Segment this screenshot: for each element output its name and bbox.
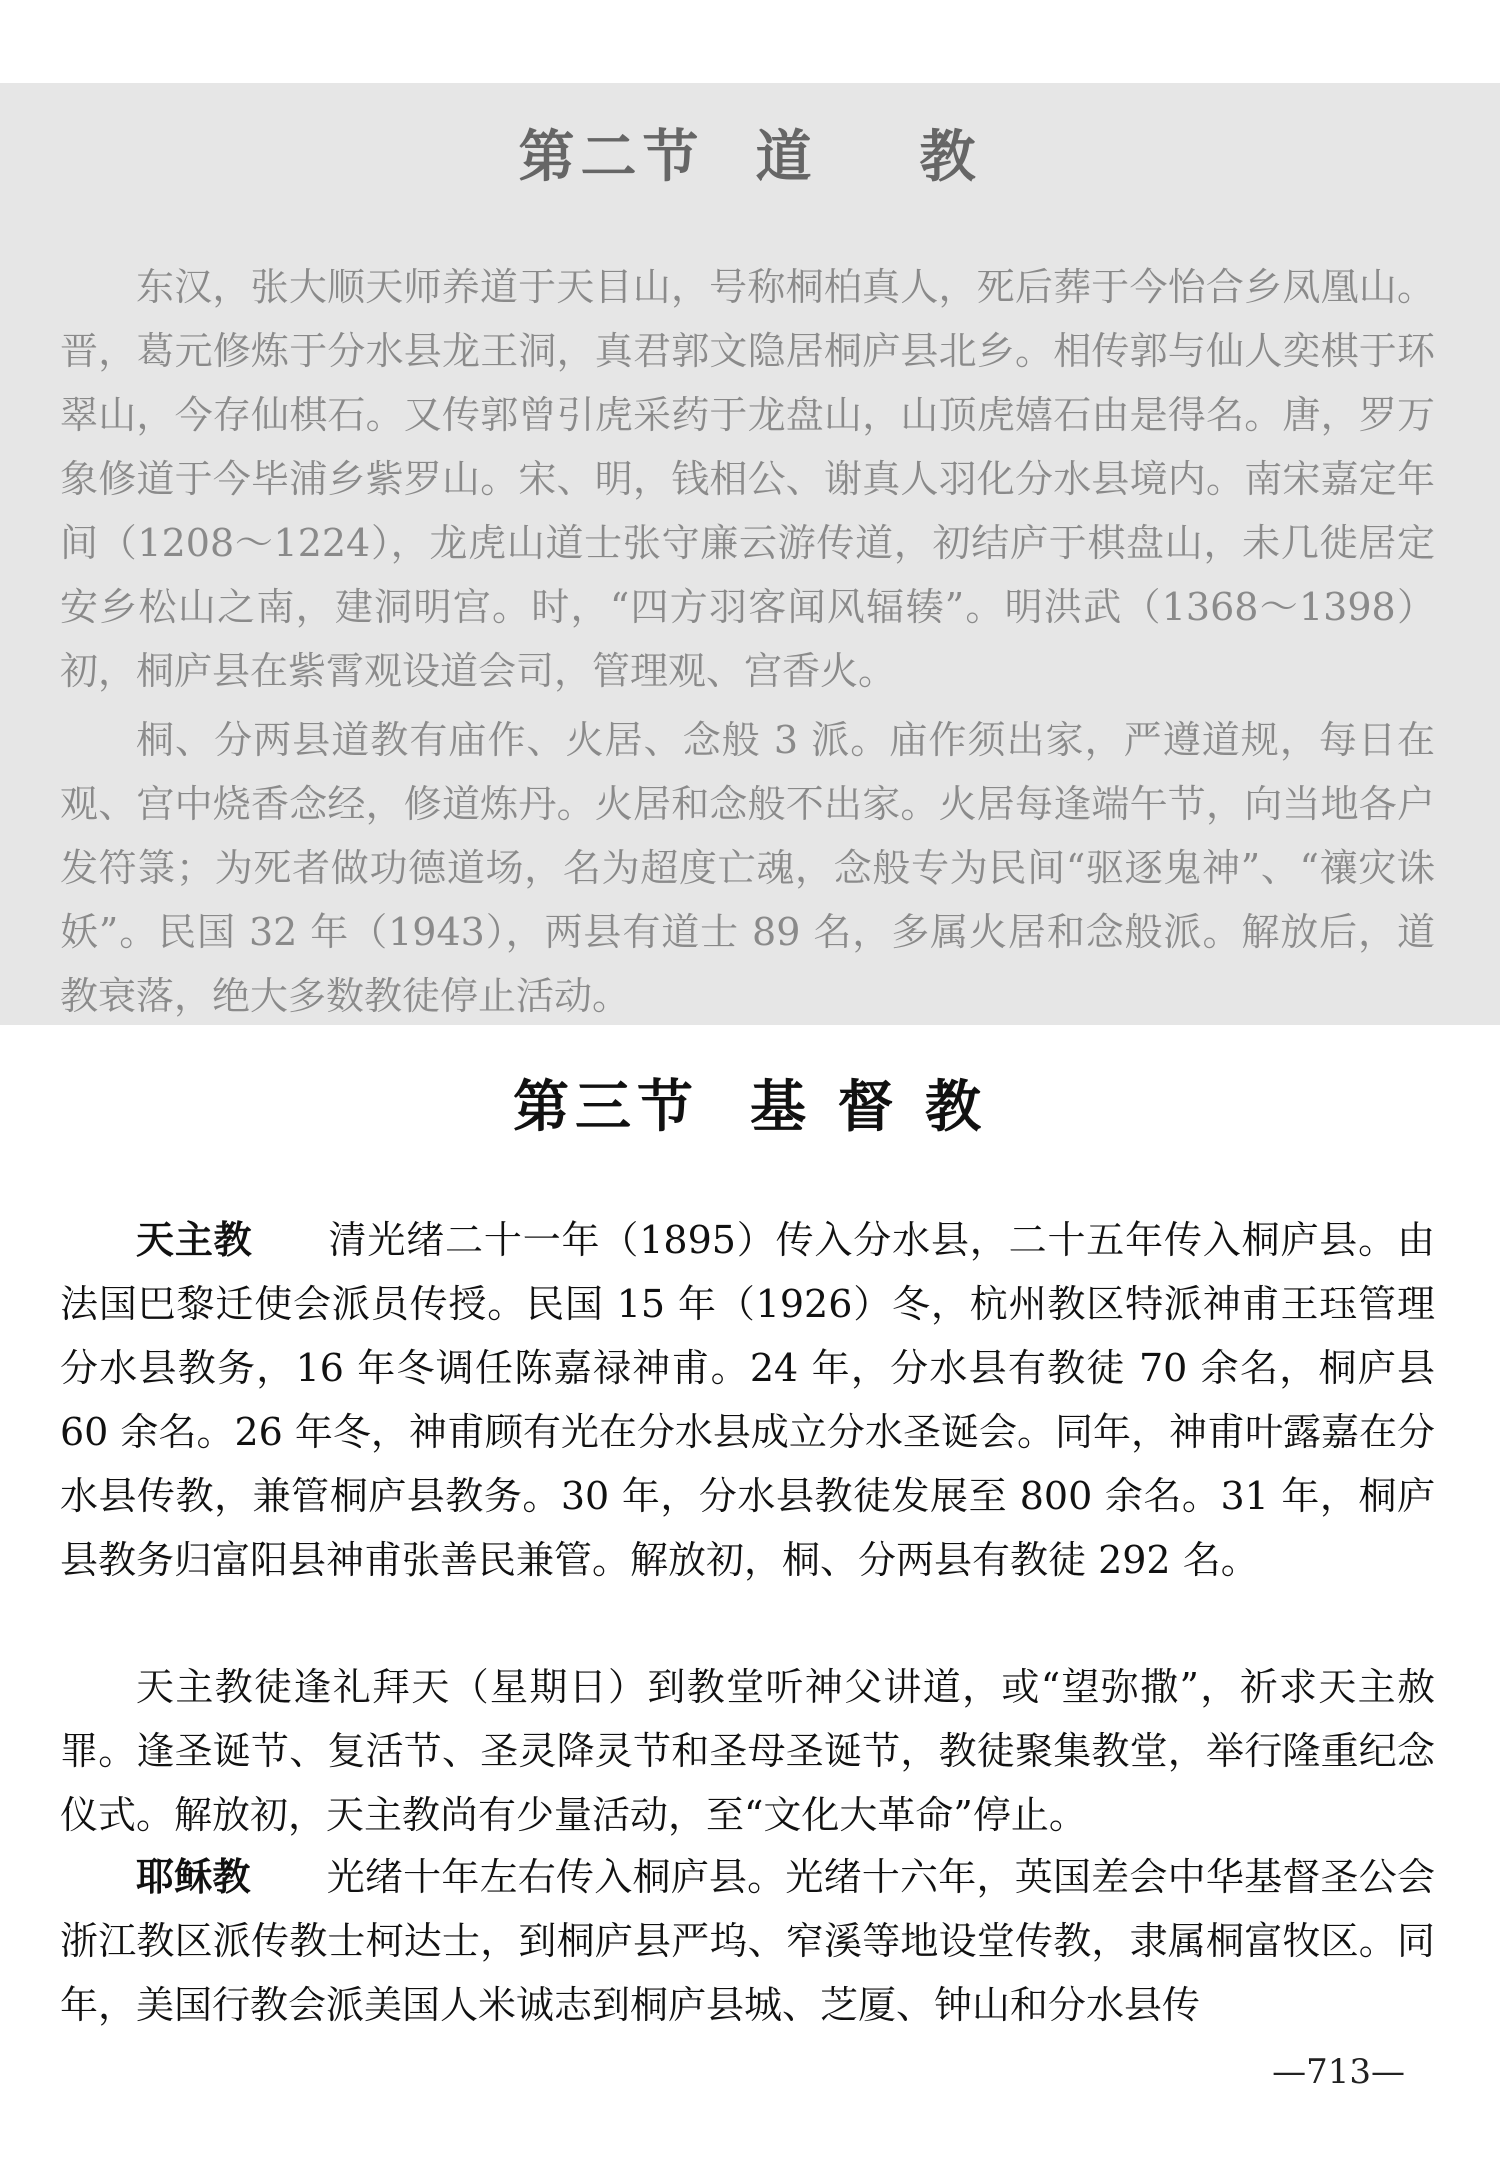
term-catholic: 天主教	[136, 1218, 253, 1262]
shaded-section-taoism	[0, 83, 1500, 1025]
protestant-text: 光绪十年左右传入桐庐县。光绪十六年，英国差会中华基督圣公会浙江教区派传教士柯达士，到桐庐县严坞、窄溪等地设堂传教，隶属桐富牧区。同年，美国行教会派美国人米诚志到桐庐县城、芝厦、钟山和分水县传	[60, 1855, 1435, 2027]
catholic-text: 清光绪二十一年（1895）传入分水县，二十五年传入桐庐县。由法国巴黎迁使会派员传授。民国 15 年（1926）冬，杭州教区特派神甫王珏管理分水县教务，16 年冬调任陈嘉禄神甫。24 年，分水县有教徒 70 余名，桐庐县 60 余名。26 年冬，神甫顾有光在分水县成立分水圣诞会。同年，神甫叶露嘉在分水县传教，兼管桐庐县教务。30 年，分水县教徒发展至 800 余名。31 年，桐庐县教务归富阳县神甫张善民兼管。解放初，桐、分两县有教徒 292 名。	[60, 1218, 1435, 1582]
catholic-paragraph	[60, 1208, 1435, 1592]
term-protestant: 耶稣教	[136, 1855, 251, 1899]
protestant-paragraph	[60, 1845, 1435, 2037]
section-title-taoism: 第二节 道 教	[518, 124, 982, 190]
section-title-christianity: 第三节 基 督 教	[513, 1074, 987, 1140]
taoism-paragraph-2: 桐、分两县道教有庙作、火居、念般 3 派。庙作须出家，严遵道规，每日在观、宫中烧香念经，修道炼丹。火居和念般不出家。火居每逢端午节，向当地各户发符箓；为死者做功德道场，名为超度亡魂，念般专为民间“驱逐鬼神”、“禳灾诛妖”。民国 32 年（1943），两县有道士 89 名，多属火居和念般派。解放后，道教衰落，绝大多数教徒停止活动。	[60, 718, 1435, 1018]
page-number: —713—	[1272, 2052, 1405, 2092]
catholic-practice-paragraph: 天主教徒逢礼拜天（星期日）到教堂听神父讲道，或“望弥撒”，祈求天主赦罪。逢圣诞节、复活节、圣灵降灵节和圣母圣诞节，教徒聚集教堂，举行隆重纪念仪式。解放初，天主教尚有少量活动，至“文化大革命”停止。	[60, 1665, 1435, 1837]
taoism-paragraph-1: 东汉，张大顺天师养道于天目山，号称桐柏真人，死后葬于今怡合乡凤凰山。晋，葛元修炼于分水县龙王洞，真君郭文隐居桐庐县北乡。相传郭与仙人奕棋于环翠山，今存仙棋石。又传郭曾引虎采药于龙盘山，山顶虎嬉石由是得名。唐，罗万象修道于今毕浦乡紫罗山。宋、明，钱相公、谢真人羽化分水县境内。南宋嘉定年间（1208～1224），龙虎山道士张守廉云游传道，初结庐于棋盘山，未几徙居定安乡松山之南，建洞明宫。时，“四方羽客闻风辐辏”。明洪武（1368～1398）初，桐庐县在紫霄观设道会司，管理观、宫香火。	[60, 265, 1435, 693]
